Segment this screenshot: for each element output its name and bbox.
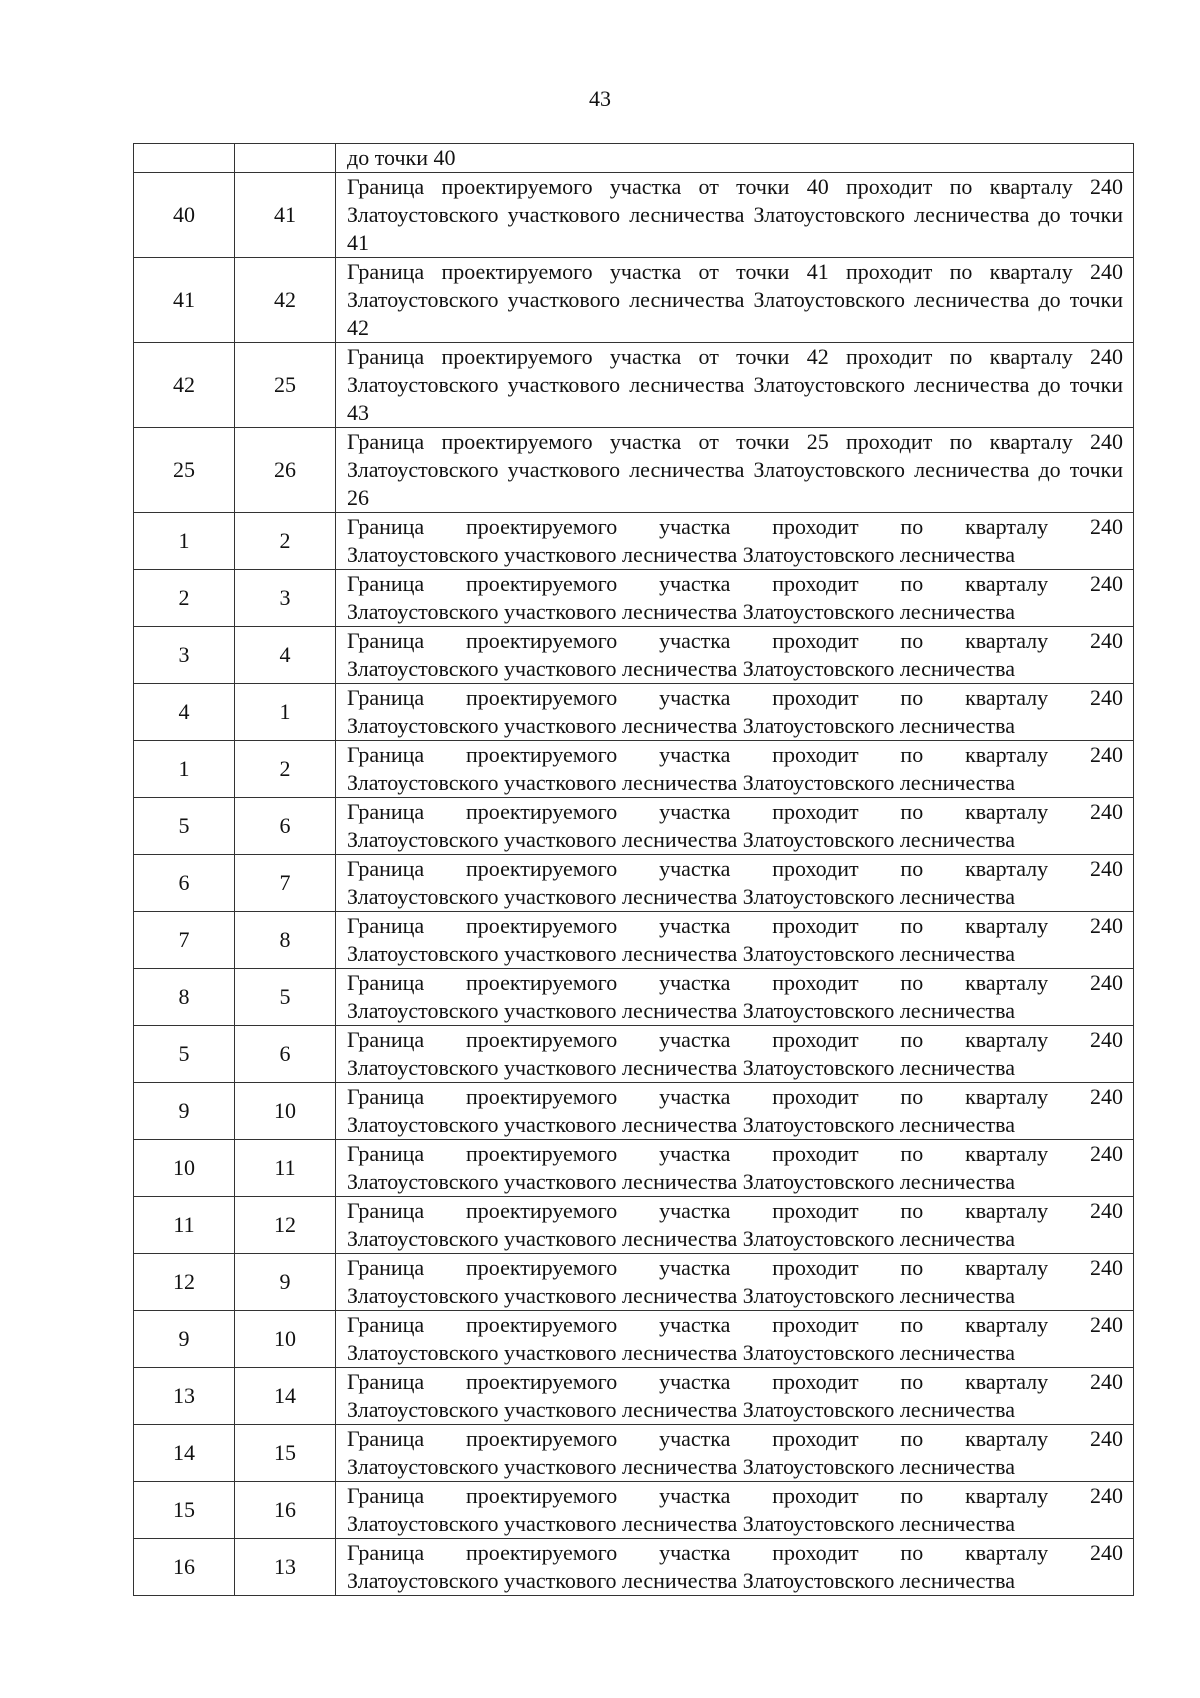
description-text: Граница проектируемого участка от точки 40 проходит по кварталу 240 Златоустовского участкового лесничества Златоустовского лесничества до точки 41	[347, 174, 1123, 255]
to-point-cell: 10	[235, 1083, 336, 1140]
from-point-cell: 16	[134, 1539, 235, 1596]
description-line-1: Граница проектируемого участка проходит по кварталу 240	[347, 856, 1123, 881]
description-line-1: Граница проектируемого участка проходит по кварталу 240	[347, 571, 1123, 596]
description-line-1: Граница проектируемого участка проходит по кварталу 240	[347, 1312, 1123, 1337]
table-row	[134, 1311, 1134, 1368]
description-text: Граница проектируемого участка от точки 41 проходит по кварталу 240 Златоустовского участкового лесничества Златоустовского лесничества до точки 42	[347, 259, 1123, 340]
table-row	[134, 1539, 1134, 1596]
description-text	[336, 570, 1133, 626]
description-line-1: Граница проектируемого участка проходит по кварталу 240	[347, 1027, 1123, 1052]
to-point-cell: 2	[235, 741, 336, 798]
from-point-cell: 13	[134, 1368, 235, 1425]
description-line-1: Граница проектируемого участка проходит по кварталу 240	[347, 1369, 1123, 1394]
description-text: Граница проектируемого участка от точки 25 проходит по кварталу 240 Златоустовского участкового лесничества Златоустовского лесничества до точки 26	[347, 429, 1123, 510]
description-line-1: Граница проектируемого участка проходит по кварталу 240	[347, 1483, 1123, 1508]
from-point-cell: 25	[134, 428, 235, 513]
description-text	[336, 1368, 1133, 1424]
description-cell	[336, 627, 1134, 684]
description-line-1: Граница проектируемого участка проходит по кварталу 240	[347, 913, 1123, 938]
description-text: Граница проектируемого участка от точки 42 проходит по кварталу 240 Златоустовского участкового лесничества Златоустовского лесничества до точки 43	[347, 344, 1123, 425]
table-row	[134, 627, 1134, 684]
table-row	[134, 1083, 1134, 1140]
description-cell	[336, 343, 1134, 428]
description-line-2: Златоустовского участкового лесничества Златоустовского лесничества	[347, 941, 1016, 966]
description-cell	[336, 798, 1134, 855]
description-line-1: Граница проектируемого участка проходит по кварталу 240	[347, 685, 1123, 710]
to-point-cell: 1	[235, 684, 336, 741]
description-cell	[336, 1311, 1134, 1368]
from-point-cell: 9	[134, 1083, 235, 1140]
to-point-cell: 12	[235, 1197, 336, 1254]
description-text	[336, 1083, 1133, 1139]
description-text	[336, 1482, 1133, 1538]
description-text	[336, 1197, 1133, 1253]
description-line-1: Граница проектируемого участка проходит по кварталу 240	[347, 1426, 1123, 1451]
description-line-2: Златоустовского участкового лесничества Златоустовского лесничества	[347, 1283, 1016, 1308]
description-cell	[336, 428, 1134, 513]
page-number: 43	[589, 86, 611, 111]
table-row	[134, 855, 1134, 912]
description-cell	[336, 1140, 1134, 1197]
table-row	[134, 428, 1134, 513]
description-line-2: Златоустовского участкового лесничества Златоустовского лесничества	[347, 542, 1016, 567]
description-cell	[336, 144, 1134, 173]
from-point-cell: 3	[134, 627, 235, 684]
from-point-cell: 5	[134, 1026, 235, 1083]
to-point-cell: 26	[235, 428, 336, 513]
description-line-2: Златоустовского участкового лесничества Златоустовского лесничества	[347, 1397, 1016, 1422]
description-line-1: Граница проектируемого участка проходит по кварталу 240	[347, 628, 1123, 653]
table-row	[134, 258, 1134, 343]
to-point-cell: 4	[235, 627, 336, 684]
table-row	[134, 1254, 1134, 1311]
description-line-1: Граница проектируемого участка проходит по кварталу 240	[347, 1141, 1123, 1166]
description-line-2: Златоустовского участкового лесничества Златоустовского лесничества	[347, 1454, 1016, 1479]
description-line-2: Златоустовского участкового лесничества Златоустовского лесничества	[347, 1511, 1016, 1536]
description-cell	[336, 684, 1134, 741]
description-cell	[336, 570, 1134, 627]
description-line-1: Граница проектируемого участка проходит по кварталу 240	[347, 1198, 1123, 1223]
description-text	[336, 684, 1133, 740]
description-line-2: Златоустовского участкового лесничества Златоустовского лесничества	[347, 1055, 1016, 1080]
from-point-cell: 14	[134, 1425, 235, 1482]
table-row	[134, 1026, 1134, 1083]
description-text	[336, 855, 1133, 911]
from-point-cell: 2	[134, 570, 235, 627]
description-line-2: Златоустовского участкового лесничества Златоустовского лесничества	[347, 713, 1016, 738]
to-point-cell: 13	[235, 1539, 336, 1596]
to-point-cell: 6	[235, 798, 336, 855]
table-row	[134, 570, 1134, 627]
description-text	[336, 1311, 1133, 1367]
to-point-cell: 42	[235, 258, 336, 343]
from-point-cell: 5	[134, 798, 235, 855]
table-row	[134, 969, 1134, 1026]
from-point-cell: 10	[134, 1140, 235, 1197]
from-point-cell: 4	[134, 684, 235, 741]
to-point-cell: 25	[235, 343, 336, 428]
description-text	[336, 912, 1133, 968]
description-line-1: Граница проектируемого участка проходит по кварталу 240	[347, 799, 1123, 824]
description-cell	[336, 1482, 1134, 1539]
description-cell	[336, 1539, 1134, 1596]
description-text	[336, 969, 1133, 1025]
description-text	[336, 798, 1133, 854]
description-line-2: Златоустовского участкового лесничества Златоустовского лесничества	[347, 599, 1016, 624]
description-line-2: Златоустовского участкового лесничества Златоустовского лесничества	[347, 1340, 1016, 1365]
table-row	[134, 741, 1134, 798]
table-row	[134, 513, 1134, 570]
description-line-2: Златоустовского участкового лесничества Златоустовского лесничества	[347, 1169, 1016, 1194]
description-text	[336, 1026, 1133, 1082]
description-cell	[336, 1254, 1134, 1311]
description-cell	[336, 741, 1134, 798]
description-line-1: Граница проектируемого участка проходит по кварталу 240	[347, 1540, 1123, 1565]
from-point-cell: 11	[134, 1197, 235, 1254]
description-text	[336, 1425, 1133, 1481]
description-line-2: Златоустовского участкового лесничества Златоустовского лесничества	[347, 1112, 1016, 1137]
from-point-cell: 41	[134, 258, 235, 343]
description-text	[336, 1140, 1133, 1196]
description-cell	[336, 258, 1134, 343]
description-cell	[336, 1368, 1134, 1425]
description-text	[336, 513, 1133, 569]
table-row	[134, 173, 1134, 258]
description-text	[336, 627, 1133, 683]
description-cell	[336, 173, 1134, 258]
description-text: до точки 40	[347, 145, 456, 170]
from-point-cell: 15	[134, 1482, 235, 1539]
description-line-2: Златоустовского участкового лесничества Златоустовского лесничества	[347, 770, 1016, 795]
description-text	[336, 1539, 1133, 1595]
to-point-cell: 14	[235, 1368, 336, 1425]
to-point-cell: 5	[235, 969, 336, 1026]
from-point-cell: 1	[134, 513, 235, 570]
description-line-1: Граница проектируемого участка проходит по кварталу 240	[347, 514, 1123, 539]
table-row	[134, 798, 1134, 855]
from-point-cell: 40	[134, 173, 235, 258]
boundary-table	[133, 143, 1134, 1596]
description-line-2: Златоустовского участкового лесничества Златоустовского лесничества	[347, 827, 1016, 852]
description-line-1: Граница проектируемого участка проходит по кварталу 240	[347, 970, 1123, 995]
description-line-1: Граница проектируемого участка проходит по кварталу 240	[347, 1255, 1123, 1280]
to-point-cell: 9	[235, 1254, 336, 1311]
boundary-table-body	[134, 144, 1134, 1596]
from-point-cell: 42	[134, 343, 235, 428]
to-point-cell: 2	[235, 513, 336, 570]
from-point-cell	[134, 144, 235, 173]
table-row	[134, 1368, 1134, 1425]
description-cell	[336, 1197, 1134, 1254]
table-row	[134, 1482, 1134, 1539]
description-text	[336, 1254, 1133, 1310]
description-line-2: Златоустовского участкового лесничества Златоустовского лесничества	[347, 998, 1016, 1023]
to-point-cell: 41	[235, 173, 336, 258]
to-point-cell: 15	[235, 1425, 336, 1482]
to-point-cell: 8	[235, 912, 336, 969]
description-line-2: Златоустовского участкового лесничества Златоустовского лесничества	[347, 656, 1016, 681]
description-line-1: Граница проектируемого участка проходит по кварталу 240	[347, 742, 1123, 767]
from-point-cell: 12	[134, 1254, 235, 1311]
table-row	[134, 1197, 1134, 1254]
description-cell	[336, 1425, 1134, 1482]
table-row	[134, 684, 1134, 741]
to-point-cell: 10	[235, 1311, 336, 1368]
description-line-2: Златоустовского участкового лесничества Златоустовского лесничества	[347, 1226, 1016, 1251]
to-point-cell: 3	[235, 570, 336, 627]
from-point-cell: 1	[134, 741, 235, 798]
to-point-cell	[235, 144, 336, 173]
description-text	[336, 741, 1133, 797]
from-point-cell: 9	[134, 1311, 235, 1368]
description-cell	[336, 912, 1134, 969]
description-line-2: Златоустовского участкового лесничества Златоустовского лесничества	[347, 1568, 1016, 1593]
to-point-cell: 7	[235, 855, 336, 912]
to-point-cell: 16	[235, 1482, 336, 1539]
description-cell	[336, 1026, 1134, 1083]
table-row	[134, 1140, 1134, 1197]
to-point-cell: 6	[235, 1026, 336, 1083]
table-row	[134, 144, 1134, 173]
description-line-1: Граница проектируемого участка проходит по кварталу 240	[347, 1084, 1123, 1109]
description-cell	[336, 855, 1134, 912]
description-cell	[336, 969, 1134, 1026]
table-row	[134, 1425, 1134, 1482]
from-point-cell: 6	[134, 855, 235, 912]
description-cell	[336, 1083, 1134, 1140]
description-line-2: Златоустовского участкового лесничества Златоустовского лесничества	[347, 884, 1016, 909]
from-point-cell: 8	[134, 969, 235, 1026]
to-point-cell: 11	[235, 1140, 336, 1197]
description-cell	[336, 513, 1134, 570]
table-row	[134, 343, 1134, 428]
table-row	[134, 912, 1134, 969]
from-point-cell: 7	[134, 912, 235, 969]
